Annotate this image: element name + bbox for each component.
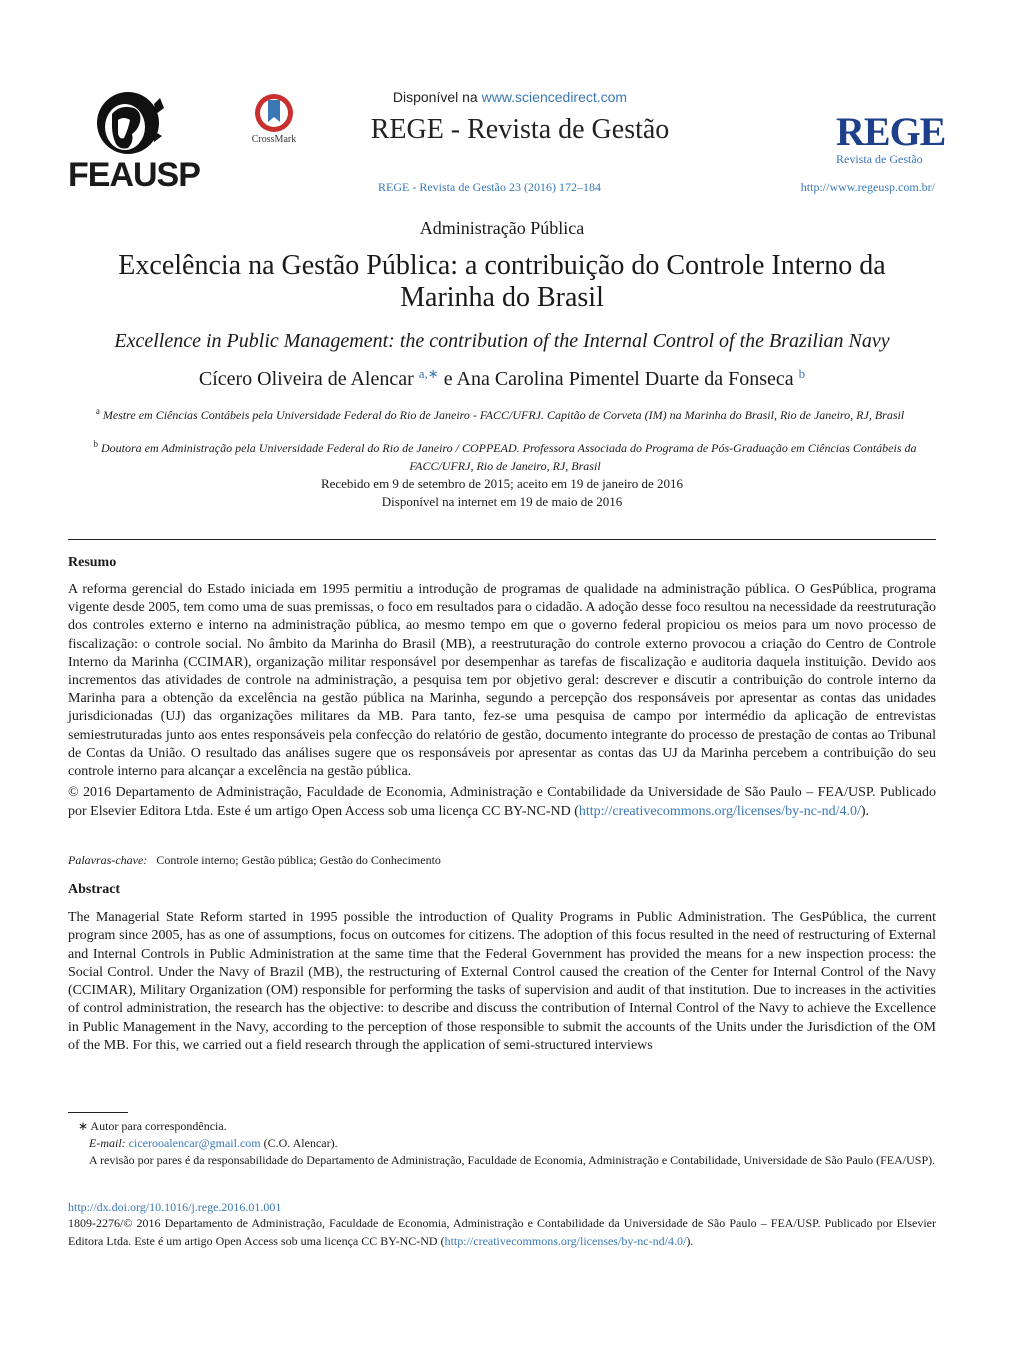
article-dates bbox=[0, 475, 1004, 511]
doi-link[interactable]: http://dx.doi.org/10.1016/j.rege.2016.01.001 bbox=[68, 1200, 282, 1214]
author-affiliation-ref[interactable]: a,∗ bbox=[418, 366, 439, 381]
footnote-divider bbox=[68, 1112, 128, 1113]
author-affiliation-ref[interactable]: b bbox=[798, 366, 806, 381]
email-link[interactable]: cicerooalencar@gmail.com bbox=[128, 1136, 261, 1150]
license-link[interactable]: http://creativecommons.org/licenses/by-nc-nd/4.0/ bbox=[578, 803, 861, 819]
affiliation-mark: a bbox=[95, 406, 100, 416]
resumo-copyright bbox=[68, 784, 936, 821]
available-prefix: Disponível na bbox=[392, 89, 478, 105]
footnote-star: ∗ bbox=[78, 1119, 89, 1133]
rege-logo bbox=[836, 109, 946, 168]
footnotes bbox=[68, 1118, 936, 1169]
issn-text: 1809-2276/© 2016 Departamento de Administração, Faculdade de Economia, Administração e Contabilidade da Universidade de São Paulo – FEA/USP. Publicado por Elsevier Editora Ltda. Este é um artigo Open Access sob uma licença CC BY-NC-ND ( bbox=[68, 1216, 936, 1248]
footnote-correspondence: Autor para correspondência. bbox=[90, 1119, 227, 1133]
copyright-text: © 2016 Departamento de Administração, Faculdade de Economia, Administração e Contabilidade da Universidade de São Paulo – FEA/USP. Publicado por Elsevier Editora Ltda. Este é um artigo Open Access sob uma licença CC BY-NC-ND ( bbox=[68, 785, 936, 819]
fea-logo-text: FEAUSP bbox=[68, 156, 200, 194]
online-date: Disponível na internet em 19 de maio de 2016 bbox=[381, 494, 623, 509]
keywords-list: Controle interno; Gestão pública; Gestão do Conhecimento bbox=[156, 853, 441, 867]
abstract-heading: Abstract bbox=[68, 882, 121, 897]
abstract-body: The Managerial State Reform started in 1995 possible the introduction of Quality Programs in Public Administration. The GesPública, the current program since 2005, has as one of assumptions, focus on outcomes for citizens. The adoption of this focus resulted in the need of restructuring of External and Internal Controls in Public Administration at the same time that the Federal Government has provided the means for a new inspection process: the Social Control. Under the Navy of Brazil (MB), the restructuring of External Control caused the creation of the Center for Internal Control of the Navy (CCIMAR), Military Organization (OM) responsible for performing the tasks of supervision and audit of that institution. Due to increases in the activities of control administration, the research has the objective: to describe and discuss the contribution of Internal Control of the Navy to achieve the Excellence in Public Management in the Navy, according to the perception of those responsible to submit the accounts of the Units under the Jurisdiction of the OM of the MB. For this, we carried out a field research through the application of semi-structured interviews bbox=[68, 910, 936, 1054]
available-at bbox=[0, 89, 1020, 105]
author-list bbox=[0, 368, 1004, 391]
affiliation-text: Doutora em Administração pela Universidade Federal do Rio de Janeiro / COPPEAD. Professora Associada do Programa de Pós-Graduação em Ciências Contábeis da FACC/UFRJ, Rio de Janeiro, RJ, Brasil bbox=[101, 441, 917, 473]
copyright-end: ). bbox=[860, 803, 870, 819]
affiliation-text: Mestre em Ciências Contábeis pela Universidade Federal do Rio de Janeiro - FACC/UFRJ. Capitão de Corveta (IM) na Marinha do Brasil, Rio de Janeiro, RJ, Brasil bbox=[102, 408, 905, 422]
rege-logo-word: REGE bbox=[836, 109, 946, 154]
author-join: e bbox=[443, 368, 453, 390]
rege-logo-subtitle: Revista de Gestão bbox=[836, 152, 923, 166]
issn-license-link[interactable]: http://creativecommons.org/licenses/by-nc-nd/4.0/ bbox=[444, 1233, 687, 1248]
journal-citation[interactable]: REGE - Revista de Gestão 23 (2016) 172–184 bbox=[378, 180, 601, 194]
issn-copyright bbox=[68, 1215, 936, 1250]
journal-title: REGE - Revista de Gestão bbox=[370, 114, 670, 145]
email-label: E-mail: bbox=[89, 1136, 126, 1150]
keywords-label: Palavras-chave: bbox=[68, 853, 148, 867]
article-title: Excelência na Gestão Pública: a contribuição do Controle Interno da Marinha do Brasil bbox=[118, 250, 886, 313]
issn-end: ). bbox=[686, 1233, 694, 1248]
peer-review-note: A revisão por pares é da responsabilidade do Departamento de Administração, Faculdade de Economia, Administração e Contabilidade, Universidade de São Paulo (FEA/USP). bbox=[89, 1153, 936, 1167]
section-label: Administração Pública bbox=[419, 218, 585, 238]
crossmark-label: CrossMark bbox=[251, 134, 297, 145]
email-owner: (C.O. Alencar). bbox=[263, 1136, 338, 1150]
resumo-heading: Resumo bbox=[68, 555, 117, 570]
sciencedirect-link[interactable]: www.sciencedirect.com bbox=[481, 89, 628, 105]
affiliation-a bbox=[90, 402, 910, 424]
journal-url-link[interactable]: http://www.regeusp.com.br/ bbox=[800, 180, 935, 194]
article-title-english: Excellence in Public Management: the contribution of the Internal Control of the Brazilian Navy bbox=[114, 330, 890, 352]
affiliation-mark: b bbox=[93, 439, 99, 449]
resumo-body: A reforma gerencial do Estado iniciada em 1995 permitiu a introdução de programas de qualidade na administração pública. O GesPública, programa vigente desde 2005, tem como uma de suas premissas, o foco em resultados para o cidadão. A adoção desse foco resultou na necessidade da reestruturação dos controles externo e interno na administração pública, ao mesmo tempo em que o governo federal propiciou os meios para um novo processo de fiscalização: o controle social. No âmbito da Marinha do Brasil (MB), a reestruturação do controle externo provocou a criação do Centro de Controle Interno da Marinha (CCIMAR), organização militar responsável por desempenhar as tarefas de fiscalização e auditoria daquela instituição. Devido aos incrementos das atividades de controle na administração, a pesquisa tem por objetivo geral: descrever e discutir a contribuição do controle interno da Marinha para a obtenção da excelência na gestão pública na Marinha, segundo a percepção dos responsáveis por apresentar as contas das unidades jurisdicionadas (UJ) das organizações militares da MB. Para tanto, fez-se uma pesquisa de campo por intermédio da aplicação de entrevistas semiestruturadas junto aos entes responsáveis pela confecção do relatório de gestão, documento integrante do processo de prestação de contas ao Tribunal de Contas da União. O resultado das análises sugere que os responsáveis por apresentar as contas das UJ da Marinha percebem a contribuição do seu controle interno para alcançar a excelência na gestão pública. bbox=[68, 582, 936, 780]
author-name: Cícero Oliveira de Alencar bbox=[198, 368, 414, 390]
keywords bbox=[68, 853, 441, 868]
received-date: Recebido em 9 de setembro de 2015; aceito em 19 de janeiro de 2016 bbox=[320, 476, 684, 491]
affiliation-b bbox=[80, 435, 930, 475]
author-name: Ana Carolina Pimentel Duarte da Fonseca bbox=[456, 368, 794, 390]
divider bbox=[68, 539, 936, 540]
